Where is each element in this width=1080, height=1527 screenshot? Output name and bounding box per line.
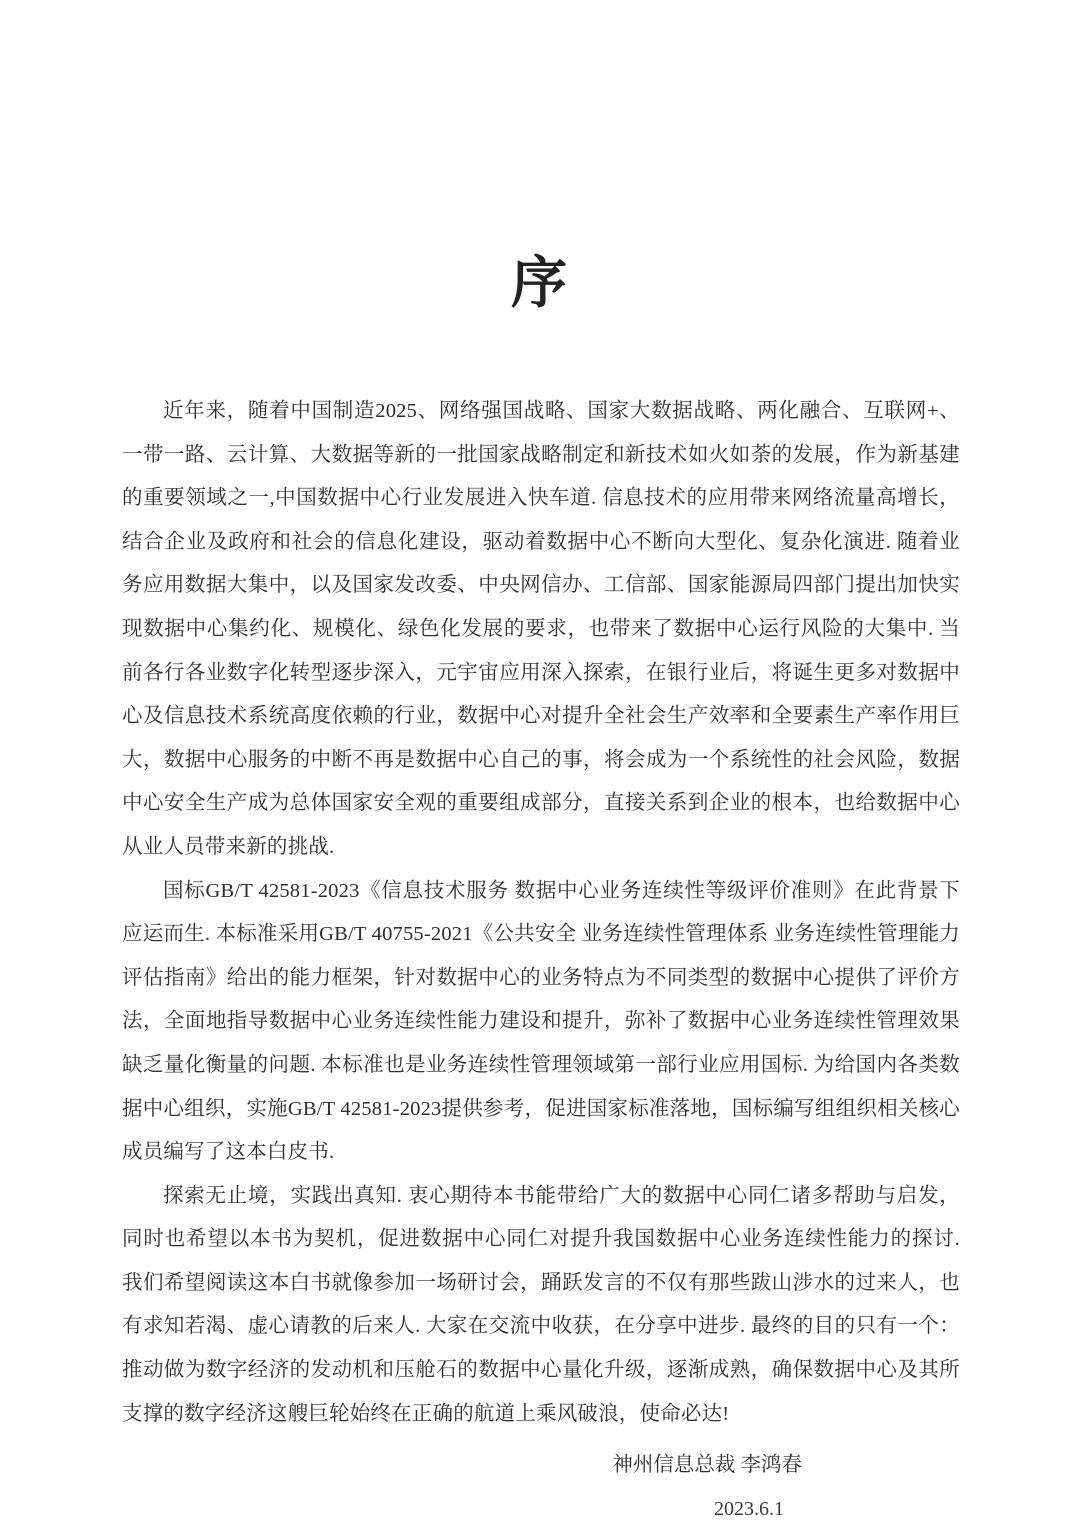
paragraph-2: 国标GB/T 42581-2023《信息技术服务 数据中心业务连续性等级评价准则》在此背景下应运而生. 本标准采用GB/T 40755-2021《公共安全 业务连续性管理体系 业务连续性管理能力评估指南》给出的能力框架，针对数据中心的业务特点为不同类型的数据中心提供了评价方法，全面地指导数据中心业务连续性能力建设和提升，弥补了数据中心业务连续性管理效果缺乏量化衡量的问题. 本标准也是业务连续性管理领域第一部行业应用国标. 为给国内各类数据中心组织，实施GB/T 42581-2023提供参考，促进国家标准落地，国标编写组组织相关核心成员编写了这本白皮书. [122, 879, 960, 1164]
signature-name: 神州信息总裁 李鸿春 [612, 1454, 802, 1477]
page-title: 序 [511, 253, 569, 315]
paragraph-1: 近年来，随着中国制造2025、网络强国战略、国家大数据战略、两化融合、互联网+、一带一路、云计算、大数据等新的一批国家战略制定和新技术如火如荼的发展，作为新基建的重要领域之一,中国数据中心行业发展进入快车道. 信息技术的应用带来网络流量高增长，结合企业及政府和社会的信息化建设，驱动着数据中心不断向大型化、复杂化演进. 随着业务应用数据大集中，以及国家发改委、中央网信办、工信部、国家能源局四部门提出加快实现数据中心集约化、规模化、绿色化发展的要求，也带来了数据中心运行风险的大集中. 当前各行各业数字化转型逐步深入，元宇宙应用深入探索，在银行业后，将诞生更多对数据中心及信息技术系统高度依赖的行业，数据中心对提升全社会生产效率和全要素生产率作用巨大，数据中心服务的中断不再是数据中心自己的事，将会成为一个系统性的社会风险，数据中心安全生产成为总体国家安全观的重要组成部分，直接关系到企业的根本，也给数据中心从业人员带来新的挑战. [122, 400, 960, 858]
document-body [122, 390, 960, 1527]
paragraph-3: 探索无止境，实践出真知. 衷心期待本书能带给广大的数据中心同仁诸多帮助与启发，同时也希望以本书为契机，促进数据中心同仁对提升我国数据中心业务连续性能力的探讨. 我们希望阅读这本白书就像参加一场研讨会，踊跃发言的不仅有那些跋山涉水的过来人，也有求知若渴、虚心请教的后来人. 大家在交流中收获，在分享中进步. 最终的目的只有一个：推动做为数字经济的发动机和压舱石的数据中心量化升级，逐渐成熟，确保数据中心及其所支撑的数字经济这艘巨轮始终在正确的航道上乘风破浪，使命必达! [122, 1184, 960, 1425]
signature-date: 2023.6.1 [714, 1497, 784, 1520]
